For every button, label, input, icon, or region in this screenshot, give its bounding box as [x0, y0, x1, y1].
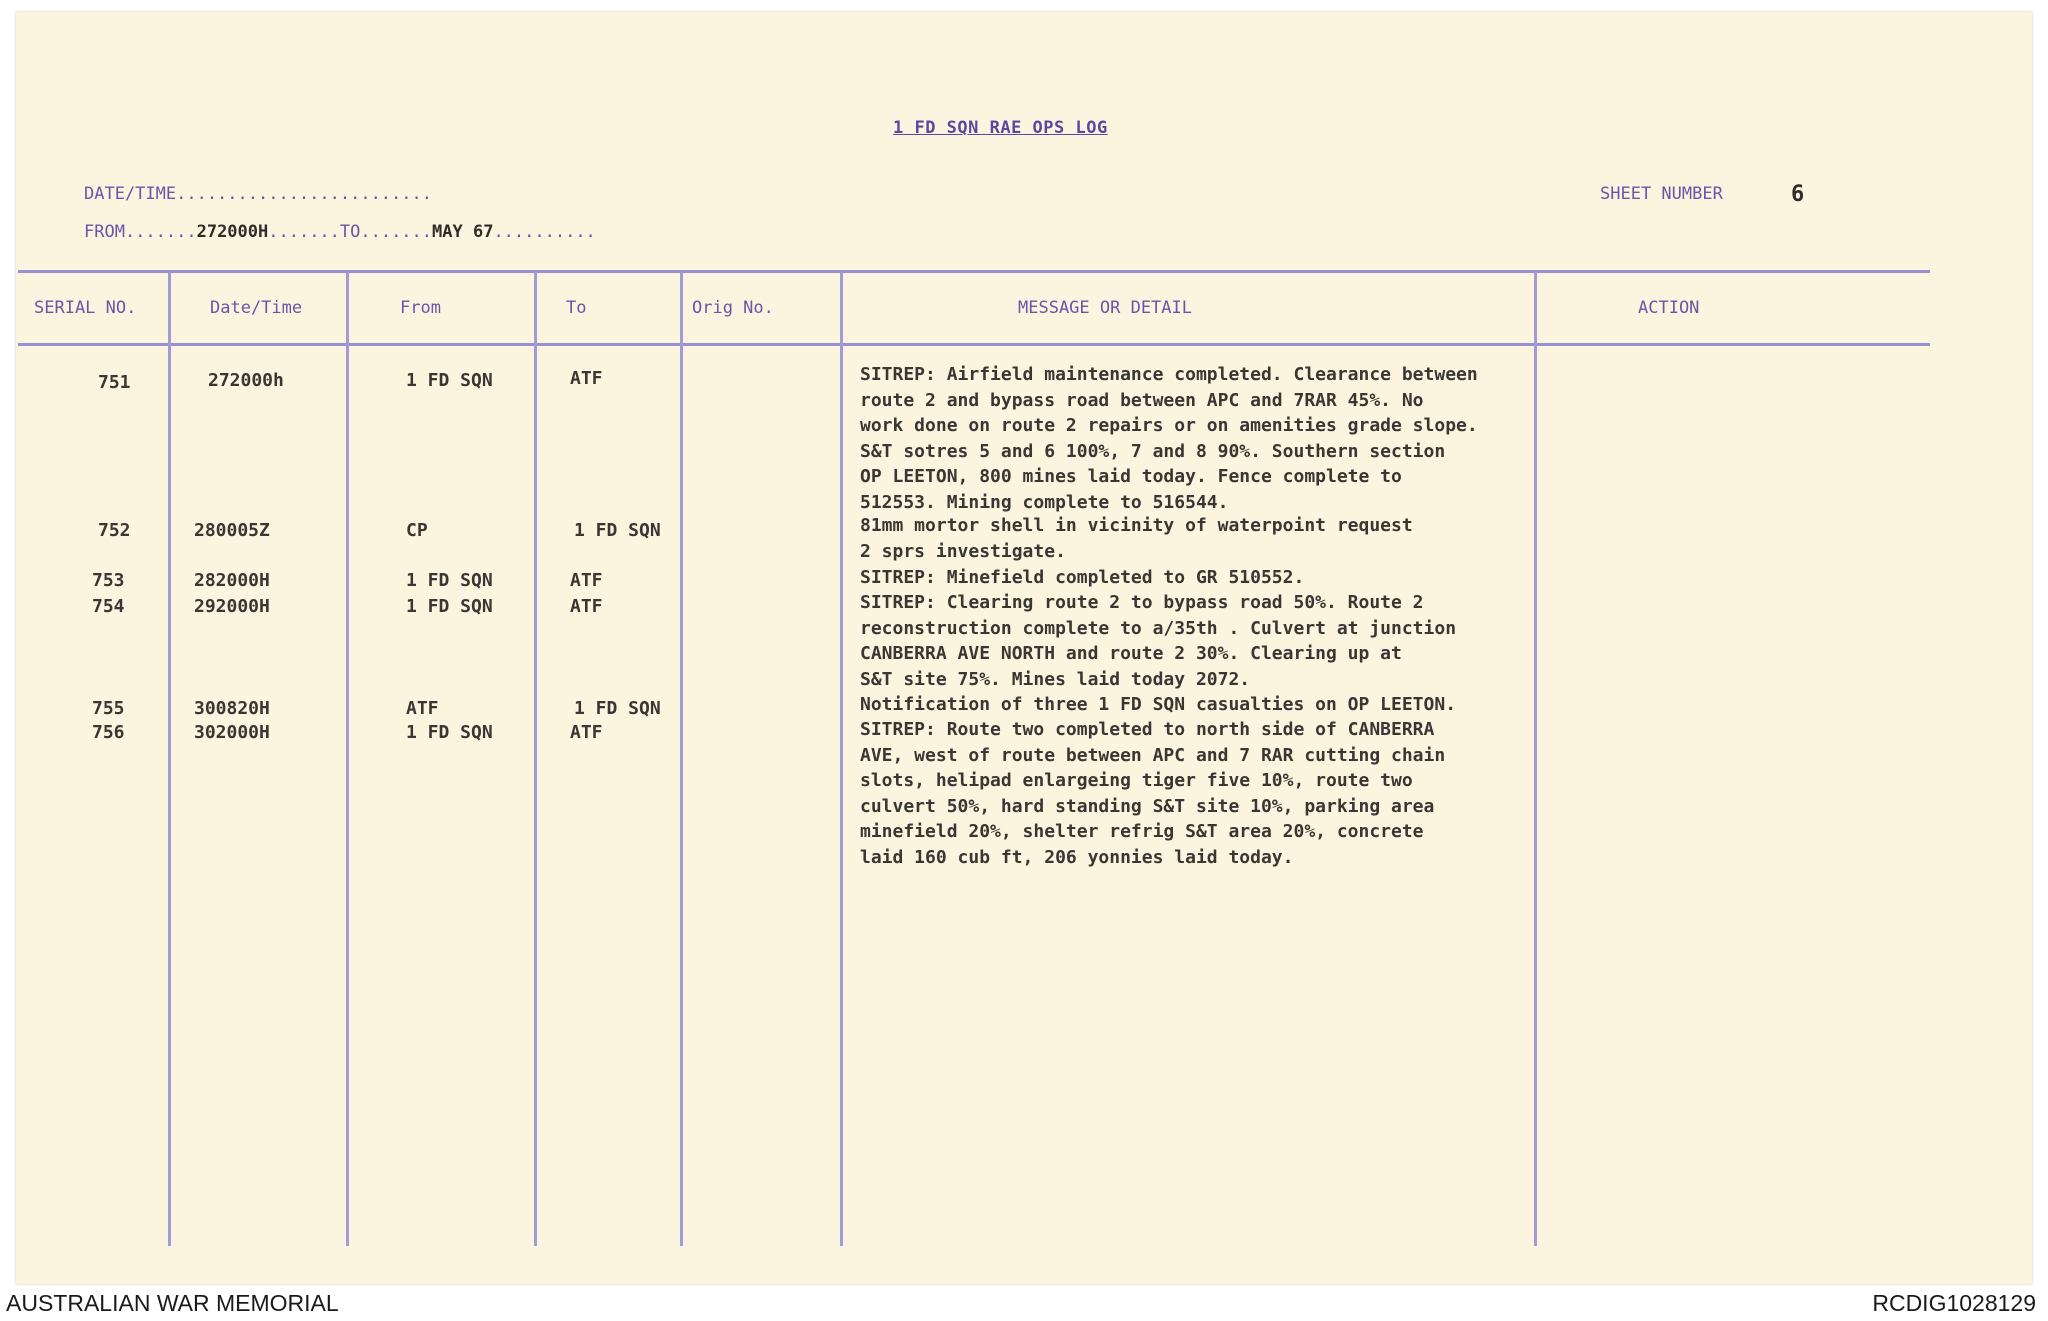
row-message: [860, 565, 1304, 591]
sheet-number: 6: [1791, 182, 1805, 207]
row-from: 1 FD SQN: [406, 722, 493, 743]
col-header-datetime: Date/Time: [210, 298, 303, 318]
message-line: route 2 and bypass road between APC and 7RAR 45%. No: [860, 389, 1424, 411]
message-line: CANBERRA AVE NORTH and route 2 30%. Clearing up at: [860, 643, 1402, 664]
column-divider: [534, 272, 537, 1246]
row-to: 1 FD SQN: [574, 520, 661, 541]
row-message: [860, 692, 1456, 718]
message-line: reconstruction complete to a/35th . Culvert at junction: [860, 617, 1457, 639]
message-line: minefield 20%, shelter refrig S&T area 20%, concrete: [860, 821, 1424, 842]
row-datetime: 300820H: [194, 698, 270, 719]
message-line: 2 sprs investigate.: [860, 540, 1066, 562]
row-serial: 753: [92, 570, 125, 591]
archive-footer: [0, 1288, 2048, 1318]
to-trailing: ..........: [493, 222, 596, 242]
row-to: ATF: [570, 722, 603, 743]
row-datetime: 280005Z: [194, 520, 270, 541]
col-header-orig-no: Orig No.: [692, 298, 774, 318]
from-to-line: [84, 222, 596, 242]
row-from: 1 FD SQN: [406, 596, 493, 617]
row-serial: 751: [98, 372, 131, 393]
message-line: SITREP: Clearing route 2 to bypass road 50%. Route 2: [860, 592, 1424, 613]
message-line: AVE, west of route between APC and 7 RAR cutting chain: [860, 744, 1446, 766]
row-serial: 755: [92, 698, 125, 719]
col-header-from: From: [400, 298, 441, 318]
message-line: S&T site 75%. Mines laid today 2072.: [860, 668, 1251, 690]
table-header-rule: [18, 343, 1930, 346]
row-to: 1 FD SQN: [574, 698, 661, 719]
from-label: FROM.......: [84, 222, 197, 242]
row-message: [860, 717, 1445, 870]
footer-institution: AUSTRALIAN WAR MEMORIAL: [6, 1290, 339, 1316]
message-line: work done on route 2 repairs or on amenities grade slope.: [860, 415, 1478, 436]
column-divider: [346, 272, 349, 1246]
column-divider: [680, 272, 683, 1246]
col-header-serial: SERIAL NO.: [34, 298, 137, 318]
message-line: laid 160 cub ft, 206 yonnies laid today.: [860, 846, 1294, 868]
message-line: SITREP: Route two completed to north side of CANBERRA: [860, 719, 1435, 740]
message-line: culvert 50%, hard standing S&T site 10%, parking area: [860, 795, 1435, 817]
column-divider: [168, 272, 171, 1246]
to-value: MAY 67: [432, 222, 494, 242]
sheet-number-label: SHEET NUMBER: [1600, 184, 1723, 204]
row-from: 1 FD SQN: [406, 370, 493, 391]
message-line: SITREP: Minefield completed to GR 510552.: [860, 567, 1305, 588]
row-to: ATF: [570, 570, 603, 591]
row-serial: 752: [98, 520, 131, 541]
footer-record-id: RCDIG1028129: [1872, 1290, 2036, 1316]
row-from: ATF: [406, 698, 439, 719]
message-line: S&T sotres 5 and 6 100%, 7 and 8 90%. Southern section: [860, 440, 1446, 462]
row-datetime: 282000H: [194, 570, 270, 591]
row-message: [860, 590, 1456, 692]
message-line: 512553. Mining complete to 516544.: [860, 491, 1229, 513]
row-message: [860, 362, 1478, 515]
message-line: 81mm mortor shell in vicinity of waterpoint request: [860, 515, 1413, 536]
message-line: OP LEETON, 800 mines laid today. Fence complete to: [860, 466, 1402, 487]
row-serial: 754: [92, 596, 125, 617]
row-to: ATF: [570, 596, 603, 617]
row-datetime: 292000H: [194, 596, 270, 617]
row-message: [860, 513, 1413, 564]
to-label: .......TO.......: [268, 222, 433, 242]
date-time-label: DATE/TIME.........................: [84, 184, 432, 204]
row-from: 1 FD SQN: [406, 570, 493, 591]
from-value: 272000H: [196, 222, 269, 242]
document-title: 1 FD SQN RAE OPS LOG: [893, 118, 1108, 138]
row-to: ATF: [570, 368, 603, 389]
message-line: SITREP: Airfield maintenance completed. Clearance between: [860, 364, 1478, 385]
col-header-action: ACTION: [1638, 298, 1700, 318]
column-divider: [840, 272, 843, 1246]
row-datetime: 302000H: [194, 722, 270, 743]
row-serial: 756: [92, 722, 125, 743]
row-datetime: 272000h: [208, 370, 284, 391]
col-header-to: To: [566, 298, 587, 318]
message-line: slots, helipad enlargeing tiger five 10%, route two: [860, 770, 1413, 791]
row-from: CP: [406, 520, 428, 541]
table-top-rule: [18, 270, 1930, 273]
column-divider: [1534, 272, 1537, 1246]
col-header-message: MESSAGE OR DETAIL: [1018, 298, 1192, 318]
message-line: Notification of three 1 FD SQN casualties on OP LEETON.: [860, 694, 1457, 715]
